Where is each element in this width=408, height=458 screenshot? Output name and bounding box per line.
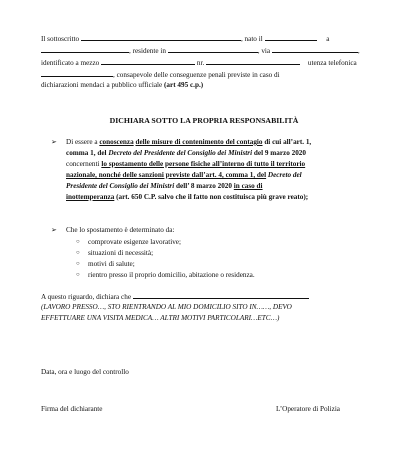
- reason-item: situazioni di necessità;: [88, 249, 154, 257]
- awareness-text-run: concernenti: [66, 160, 102, 168]
- phone-field[interactable]: [41, 69, 113, 77]
- declaration-heading: DICHIARA SOTTO LA PROPRIA RESPONSABILITÀ: [109, 116, 299, 125]
- awareness-text-run: Decreto del: [266, 171, 302, 179]
- awareness-line: [66, 159, 305, 170]
- awareness-text-run: dell’ 8 marzo 2020: [174, 182, 234, 190]
- declarant-signature-label: Firma del dichiarante: [41, 405, 103, 413]
- reason-item: rientro presso il proprio domicilio, abitazione o residenza.: [88, 271, 255, 279]
- awareness-text-run: lo spostamento delle persone fisiche all’interno di tutto il territorio: [101, 160, 306, 168]
- awareness-text-run: di cui all’art. 1,: [262, 138, 312, 146]
- residence-street-field[interactable]: [272, 45, 358, 53]
- awareness-text-run: Decreto del Presidente del Consiglio dei Ministri: [108, 149, 253, 157]
- circle-bullet-icon: ○: [76, 250, 80, 256]
- awareness-text-run: (art. 650 C.P. salvo che il fatto non costituisca più grave reato);: [114, 193, 309, 201]
- residence-city-field[interactable]: [168, 45, 258, 53]
- awareness-text-run: Di essere a: [66, 138, 100, 146]
- awareness-text-run: Presidente del Consiglio dei Ministri: [66, 182, 175, 190]
- regard-line-2: (LAVORO PRESSO…, STO RIENTRANDO AL MIO DOMICILIO SITO IN……, DEVO: [41, 303, 292, 311]
- birth-place-field[interactable]: [41, 45, 129, 53]
- awareness-line: [66, 148, 306, 159]
- reason-lead: Che lo spostamento è determinato da:: [66, 226, 175, 234]
- awareness-text-run: del 9 marzo 2020: [252, 149, 306, 157]
- awareness-text-run: delle misure di contenimento del contagio: [135, 138, 263, 146]
- awareness-text-run: in caso di: [233, 182, 263, 190]
- circle-bullet-icon: ○: [76, 239, 80, 245]
- awareness-line: [66, 192, 308, 203]
- regard-line-1: A questo riguardo, dichiara che: [41, 291, 309, 303]
- intro-line-3: identificato a mezzo nr. utenza telefonica: [41, 59, 357, 67]
- awareness-line: [66, 181, 263, 192]
- awareness-text-run: nazionale, nonché delle sanzioni previste dall’art. 4, comma 1, del: [66, 171, 267, 179]
- reason-item: comprovate esigenze lavorative;: [88, 238, 181, 246]
- intro-line-4: , consapevole delle conseguenze penali previste in caso di: [41, 69, 280, 81]
- officer-signature-label: L’Operatore di Polizia: [276, 405, 341, 413]
- id-document-field[interactable]: [101, 57, 195, 65]
- reason-item: motivi di salute;: [88, 260, 135, 268]
- id-number-field[interactable]: [206, 57, 300, 65]
- birth-date-field[interactable]: [265, 33, 317, 41]
- intro-line-1: Il sottoscritto , nato il a: [41, 35, 330, 43]
- intro-line-5: dichiarazioni mendaci a pubblico ufficiale (art 495 c.p.): [41, 81, 204, 89]
- reason-detail-field[interactable]: [133, 291, 309, 299]
- awareness-line: [66, 170, 302, 181]
- control-place-date: Data, ora e luogo del controllo: [41, 368, 129, 376]
- awareness-text-run: comma 1, del: [66, 149, 109, 157]
- circle-bullet-icon: ○: [76, 261, 80, 267]
- arrow-bullet-icon: ➢: [51, 138, 57, 146]
- circle-bullet-icon: ○: [76, 272, 80, 278]
- arrow-bullet-icon: ➢: [51, 226, 57, 234]
- intro-line-2: , residente in , via ,: [41, 45, 360, 57]
- awareness-line: [66, 137, 311, 148]
- awareness-text-run: inottemperanza: [66, 193, 115, 201]
- awareness-text-run: conoscenza: [99, 138, 134, 146]
- regard-line-3: EFFETTUARE UNA VISITA MEDICA… ALTRI MOTIVI PARTICOLARI…ETC…): [41, 314, 280, 322]
- name-field[interactable]: [81, 33, 241, 41]
